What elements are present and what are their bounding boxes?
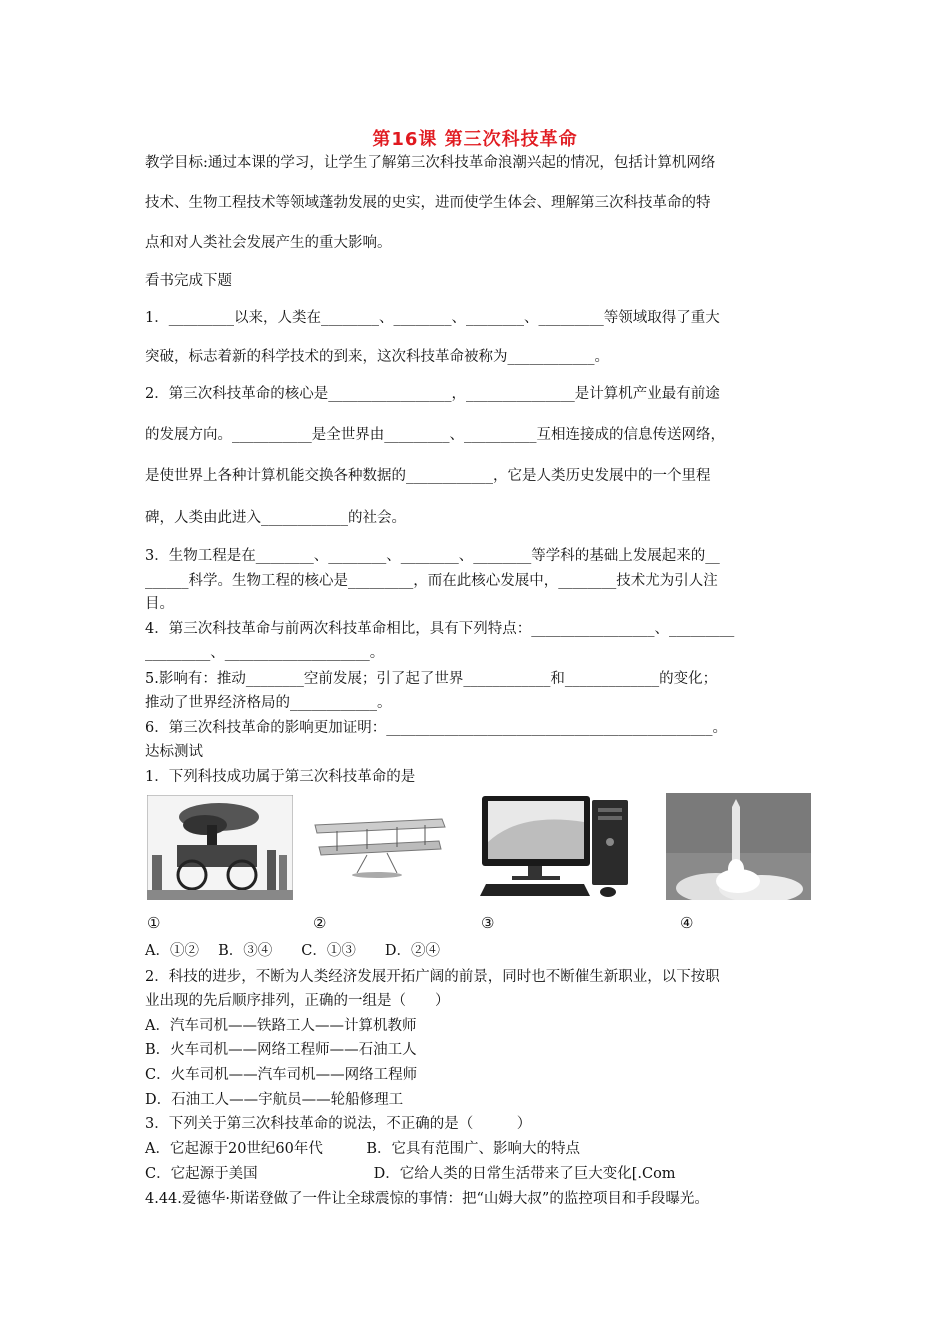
objective-line: 教学目标:通过本课的学习，让学生了解第三次科技革命浪潮兴起的情况，包括计算机网络 — [145, 155, 716, 171]
desktop-computer-image — [480, 792, 632, 902]
fill-line: 4．第三次科技革命与前两次科技革命相比，具有下列特点：_________________、_________ — [145, 621, 735, 637]
section-heading-test: 达标测试 — [145, 744, 203, 760]
fill-line: 3．生物工程是在________、________、________、________等学科的基础上发展起来的__ — [145, 548, 720, 564]
fill-line: 5.影响有：推动________空前发展；引了起了世界____________和_____________的变化； — [145, 671, 718, 687]
fill-line: 是使世界上各种计算机能交换各种数据的____________，它是人类历史发展中的一个里程 — [145, 468, 711, 484]
fill-line: _________、____________________。 — [145, 645, 385, 661]
image-label-3: ③ — [481, 914, 495, 932]
fill-line: 1．_________以来，人类在________、________、________、_________等领域取得了重大 — [145, 310, 720, 326]
question-line: 3．下列关于第三次科技革命的说法，不正确的是（ ） — [145, 1116, 532, 1132]
section-heading-read: 看书完成下题 — [145, 273, 232, 289]
question-line: C．火车司机——汽车司机——网络工程师 — [145, 1067, 418, 1083]
fill-line: 的发展方向。___________是全世界由_________、__________互相连接成的信息传送网络， — [145, 427, 725, 443]
question-line: A．①② B．③④ C．①③ D．②④ — [145, 943, 440, 959]
question-line: D．石油工人——宇航员——轮船修理工 — [145, 1092, 404, 1108]
fill-line: 碑，人类由此进入____________的社会。 — [145, 510, 406, 526]
fill-line: 目。 — [145, 596, 174, 612]
image-label-4: ④ — [680, 914, 694, 932]
fill-line: 6．第三次科技革命的影响更加证明：_____________________________________________。 — [145, 720, 727, 736]
question-line: 2．科技的进步，不断为人类经济发展开拓广阔的前景，同时也不断催生新职业，以下按职 — [145, 969, 720, 985]
question-line: C．它起源于美国 D．它给人类的日常生活带来了巨大变化[.Com — [145, 1166, 676, 1182]
question-line: A．它起源于20世纪60年代 B．它具有范围广、影响大的特点 — [145, 1141, 581, 1157]
biplane-image — [307, 795, 452, 900]
fill-line: ______科学。生物工程的核心是_________，而在此核心发展中，________技术尤为引人注 — [145, 573, 718, 589]
steam-locomotive-image — [147, 795, 293, 900]
question-line: A．汽车司机——铁路工人——计算机教师 — [145, 1018, 417, 1034]
fill-line: 推动了世界经济格局的____________。 — [145, 695, 392, 711]
objective-line: 技术、生物工程技术等领域蓬勃发展的史实，进而使学生体会、理解第三次科技革命的特 — [145, 195, 711, 211]
image-label-2: ② — [313, 914, 327, 932]
question-line: 4.44.爱德华·斯诺登做了一件让全球震惊的事情：把“山姆大叔”的监控项目和手段曝光。 — [145, 1191, 709, 1207]
rocket-launch-image — [666, 793, 811, 900]
question-line: 业出现的先后顺序排列，正确的一组是（ ） — [145, 993, 450, 1009]
objective-line: 点和对人类社会发展产生的重大影响。 — [145, 235, 392, 251]
fill-line: 突破，标志着新的科学技术的到来，这次科技革命被称为____________。 — [145, 349, 609, 365]
fill-line: 2．第三次科技革命的核心是_________________，_______________是计算机产业最有前途 — [145, 386, 720, 402]
question-line: B．火车司机——网络工程师——石油工人 — [145, 1042, 417, 1058]
lesson-title: 第16课 第三次科技革命 — [372, 129, 578, 150]
question-line: 1．下列科技成功属于第三次科技革命的是 — [145, 769, 416, 785]
image-label-1: ① — [147, 914, 161, 932]
